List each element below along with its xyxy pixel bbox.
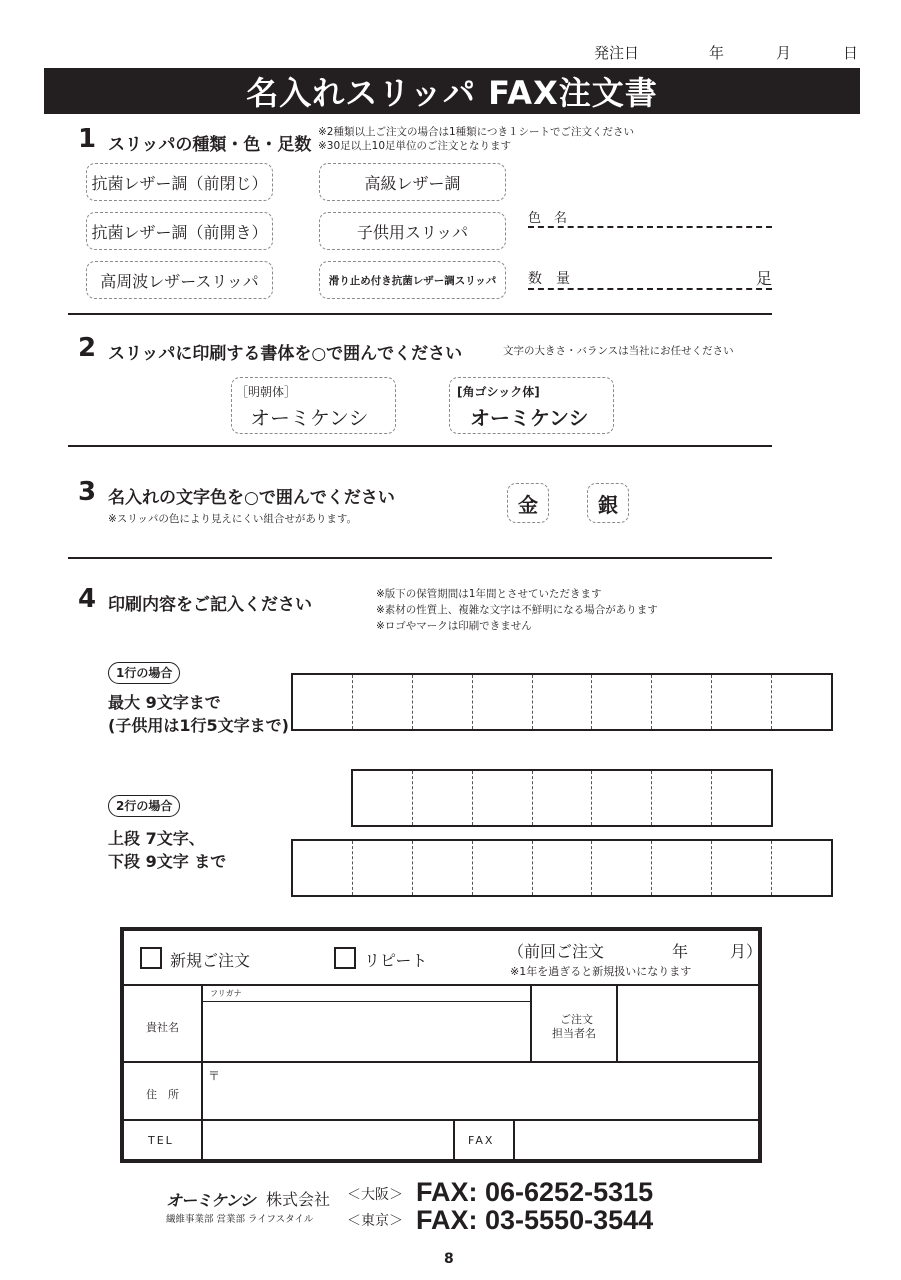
two-line-lower-grid[interactable] [291, 839, 833, 897]
section4-title: 印刷内容をご記入ください [108, 595, 312, 615]
title-banner [44, 68, 860, 114]
divider-2 [68, 445, 772, 447]
tokyo-fax-number: FAX: 03-5550-3544 [416, 1205, 654, 1235]
font-mincho-label: ［明朝体］ [236, 385, 297, 399]
section2-note: 文字の大きさ・バランスは当社にお任せください [503, 345, 734, 357]
fax-input[interactable] [515, 1121, 758, 1159]
company-logo: オーミケンシ [166, 1191, 255, 1210]
slipper-option-antibac-open[interactable]: 抗菌レザー調（前開き） [86, 212, 273, 250]
company-suffix: 株式会社 [266, 1190, 331, 1209]
address-input[interactable] [203, 1063, 758, 1119]
slipper-option-hf-leather[interactable]: 高周波レザースリッパ [86, 261, 273, 299]
tokyo-label: ＜東京＞ [347, 1213, 403, 1229]
slipper-option-antislip[interactable]: 滑り止め付き抗菌レザー調スリッパ [319, 261, 506, 299]
repeat-note: ※1年を過ぎると新規扱いになります [510, 965, 692, 978]
section3-title: 名入れの文字色を○で囲んでください [108, 488, 395, 508]
order-date-year: 年 [709, 44, 725, 62]
quantity-unit: 足 [756, 269, 773, 288]
contact-input[interactable] [618, 986, 758, 1061]
one-line-badge: 1行の場合 [108, 662, 180, 684]
color-name-label: 色 名 [528, 211, 568, 226]
order-date-label: 発注日 [594, 44, 640, 62]
address-label: 住 所 [146, 1088, 179, 1101]
page-title: 名入れスリッパ FAX注文書 [246, 74, 658, 112]
contact-label-1: ご注文 [560, 1013, 593, 1026]
fax-label: FAX [468, 1134, 495, 1147]
new-order-label: 新規ご注文 [170, 951, 251, 970]
font-gothic-sample: オーミケンシ [470, 406, 589, 430]
color-option-silver[interactable]: 銀 [587, 483, 629, 523]
repeat-label: リピート [364, 951, 428, 970]
section1-title: スリッパの種類・色・足数 [108, 135, 312, 155]
divider-3 [68, 557, 772, 559]
section2-number: 2 [78, 333, 97, 363]
font-gothic-label: [角ゴシック体] [457, 385, 540, 399]
postal-mark: 〒 [208, 1069, 221, 1083]
slipper-option-antibac-closed[interactable]: 抗菌レザー調（前閉じ） [86, 163, 273, 201]
previous-order-year: 年 [672, 942, 689, 961]
quantity-field[interactable] [528, 288, 772, 290]
font-option-mincho[interactable] [231, 377, 396, 434]
previous-order-month: 月） [730, 942, 763, 961]
form-col-contact-left [530, 984, 532, 1061]
section4-note3: ※ロゴやマークは印刷できません [376, 620, 532, 632]
company-label: 貴社名 [146, 1021, 179, 1034]
color-option-gold[interactable]: 金 [507, 483, 549, 523]
two-line-upper-grid[interactable] [351, 769, 773, 827]
section1-number: 1 [78, 124, 97, 154]
new-order-checkbox[interactable] [140, 947, 162, 969]
section3-number: 3 [78, 477, 97, 507]
two-line-desc2: 下段 9文字 まで [108, 852, 227, 871]
order-date-month: 月 [776, 44, 792, 62]
section3-note: ※スリッパの色により見えにくい組合せがあります。 [108, 513, 358, 525]
osaka-fax-number: FAX: 06-6252-5315 [416, 1177, 654, 1207]
form-col-fax-left [453, 1119, 455, 1159]
color-name-field[interactable] [528, 226, 772, 228]
font-mincho-sample: オーミケンシ [250, 406, 369, 430]
section4-note1: ※版下の保管期間は1年間とさせていただきます [376, 588, 602, 600]
font-option-gothic[interactable] [449, 377, 614, 434]
section1-note2: ※30足以上10足単位のご注文となります [318, 140, 512, 152]
quantity-label: 数 量 [528, 271, 570, 287]
slipper-option-premium-leather[interactable]: 高級レザー調 [319, 163, 506, 201]
one-line-text-grid[interactable] [291, 673, 833, 731]
section2-title: スリッパに印刷する書体を○で囲んでください [108, 344, 463, 364]
slipper-option-kids[interactable]: 子供用スリッパ [319, 212, 506, 250]
one-line-desc2: (子供用は1行5文字まで) [108, 716, 289, 735]
tel-label: TEL [148, 1134, 174, 1147]
section4-number: 4 [78, 584, 97, 614]
divider-1 [68, 313, 772, 315]
division-text: 繊維事業部 営業部 ライフスタイル [166, 1214, 314, 1225]
one-line-desc1: 最大 9文字まで [108, 693, 221, 712]
section1-note1: ※2種類以上ご注文の場合は1種類につき１シートでご注文ください [318, 126, 634, 138]
contact-label-2: 担当者名 [552, 1027, 596, 1040]
company-input[interactable] [203, 1002, 530, 1061]
osaka-label: ＜大阪＞ [347, 1187, 403, 1203]
two-line-badge: 2行の場合 [108, 795, 180, 817]
tel-input[interactable] [203, 1121, 453, 1159]
section4-note2: ※素材の性質上、複雑な文字は不鮮明になる場合があります [376, 604, 658, 616]
order-date-day: 日 [843, 44, 859, 62]
previous-order-label: （前回ご注文 [508, 942, 605, 961]
page-number: 8 [444, 1251, 454, 1267]
furigana-label: フリガナ [210, 989, 242, 998]
order-form [120, 927, 762, 1163]
repeat-checkbox[interactable] [334, 947, 356, 969]
two-line-desc1: 上段 7文字、 [108, 829, 205, 848]
